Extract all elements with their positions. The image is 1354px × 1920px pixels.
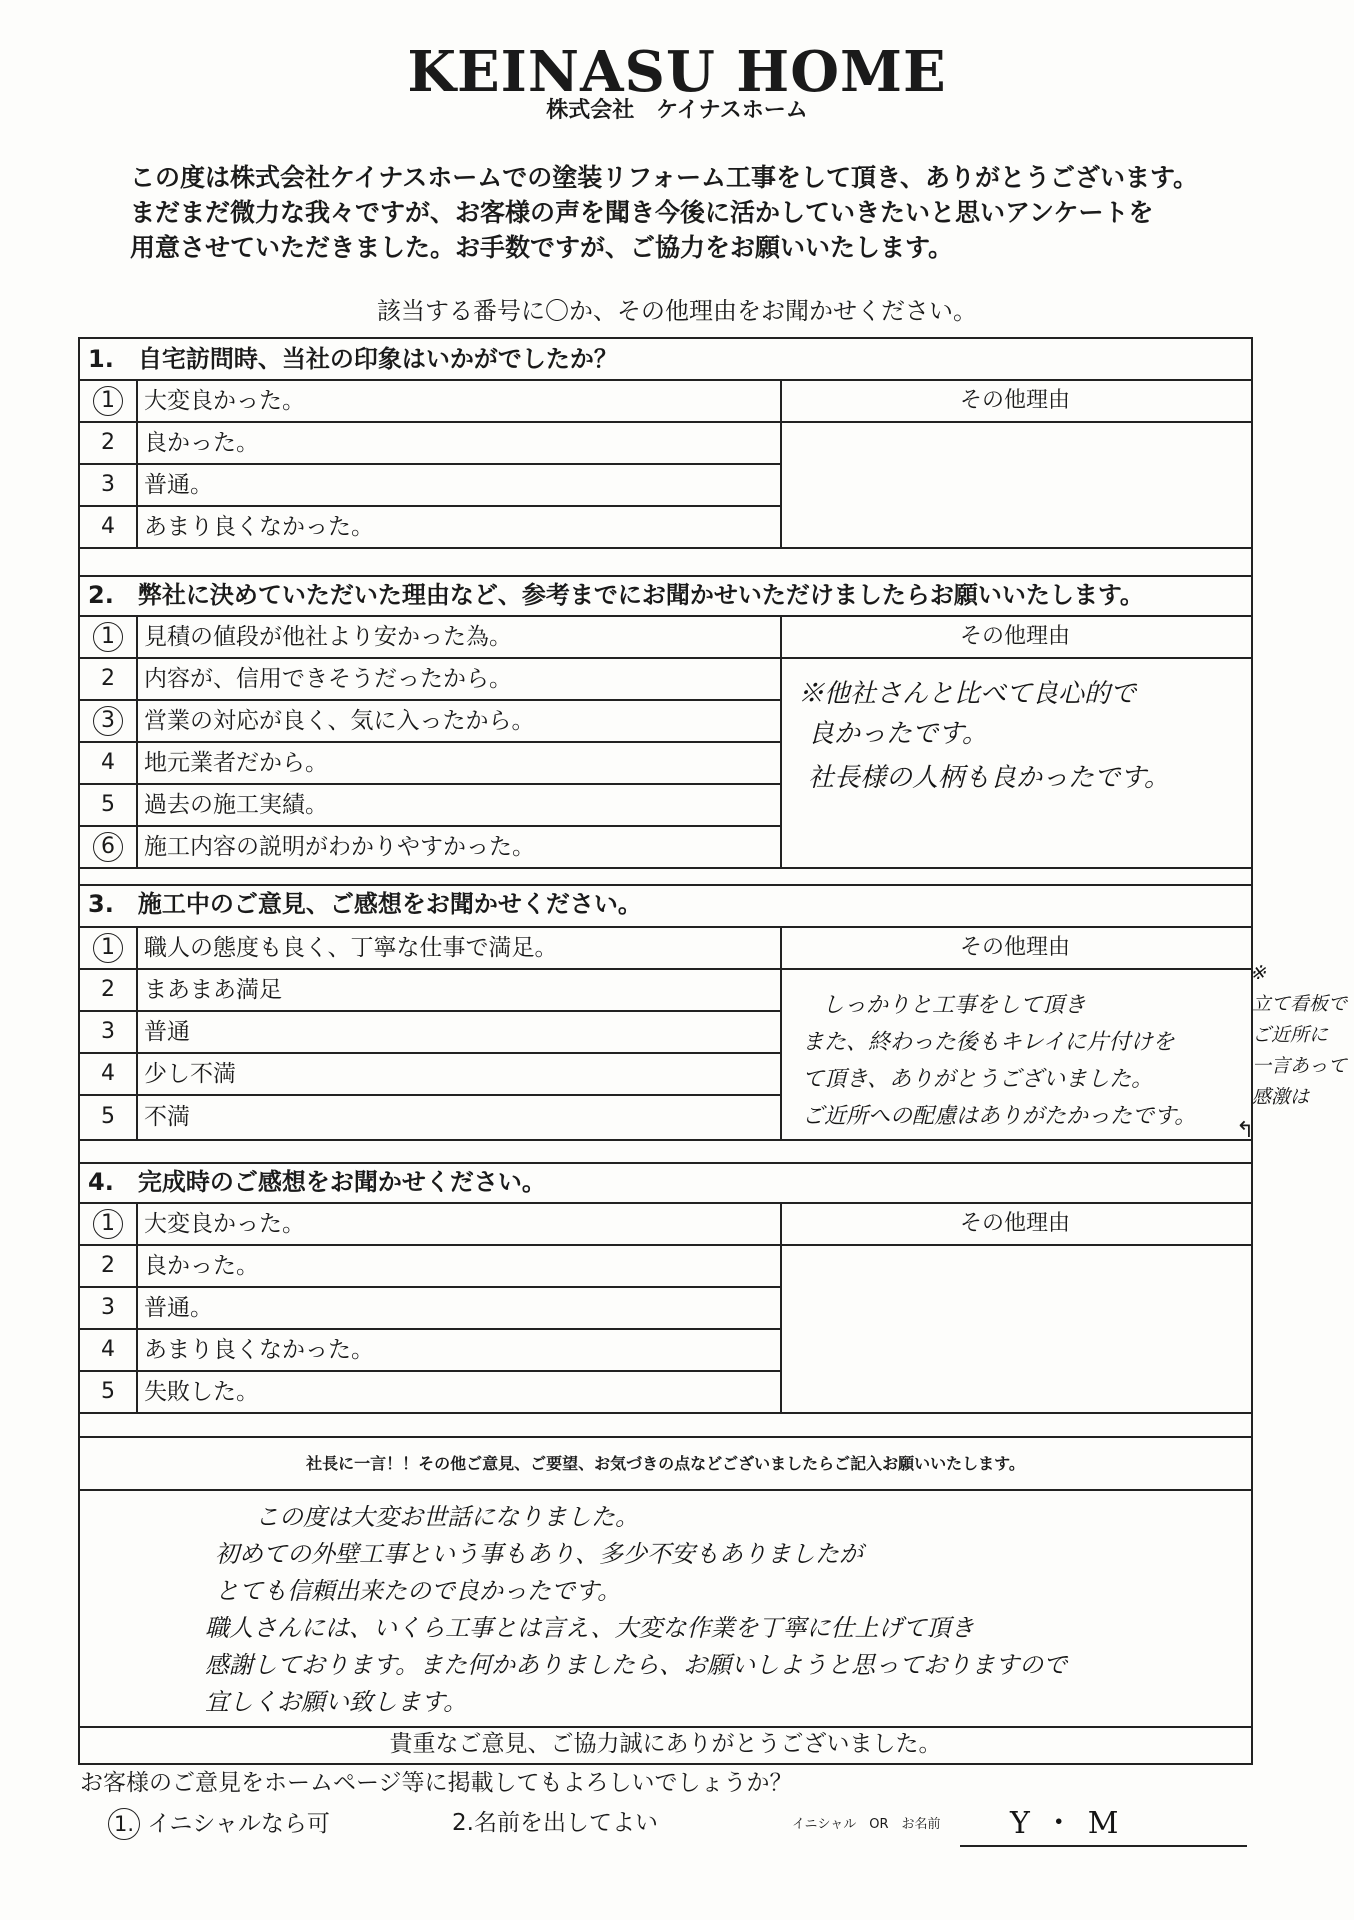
option-number[interactable] bbox=[80, 1204, 136, 1244]
option-number[interactable]: 5 bbox=[101, 1379, 115, 1404]
brand-name: KEINASU HOME bbox=[407, 39, 947, 105]
instruction-text: 該当する番号に〇か、その他理由をお聞かせください。 bbox=[377, 297, 977, 325]
other-reason-label: その他理由 bbox=[959, 624, 1070, 649]
option-label: 良かった。 bbox=[144, 1253, 259, 1279]
consent-option-1-label: イニシャルなら可 bbox=[147, 1811, 330, 1837]
option-number[interactable]: 3 bbox=[101, 1295, 115, 1320]
brand-subtitle: 株式会社 ケイナスホーム bbox=[546, 98, 808, 123]
option-number[interactable] bbox=[80, 617, 136, 657]
option-label: 職人の態度も良く、丁寧な仕事で満足。 bbox=[144, 935, 558, 961]
initial-value[interactable]: Y・M bbox=[1010, 1806, 1133, 1841]
option-number[interactable] bbox=[80, 827, 136, 867]
option-number[interactable]: 3 bbox=[101, 1019, 115, 1044]
circled-mark: 3 bbox=[93, 706, 123, 736]
option-number[interactable]: 5 bbox=[101, 792, 115, 817]
president-comment-handwritten[interactable]: この度は大変お世話になりました。 初めての外壁工事という事もあり、多少不安もありましたが とても信頼出来たので良かったです。 職人さんには、いくら工事とは言え、大変な作業を丁寧に仕上げて頂き 感謝しております。また何かありましたら、お願いしようと思っておりますので 宜しくお願い致します。 bbox=[205, 1503, 1068, 1716]
survey-form bbox=[78, 337, 1253, 1765]
circled-mark: 6 bbox=[93, 832, 123, 862]
option-number[interactable] bbox=[80, 381, 136, 421]
option-label: 普通。 bbox=[144, 472, 213, 498]
arrow-up-icon: ↰ bbox=[1236, 1118, 1255, 1143]
option-label: 営業の対応が良く、気に入ったから。 bbox=[144, 708, 535, 734]
option-number[interactable]: 2 bbox=[101, 977, 115, 1002]
option-number[interactable]: 4 bbox=[101, 1337, 115, 1362]
president-comment-heading: 社長に一言！！その他ご意見、ご要望、お気づきの点などございましたらご記入お願いいたします。 bbox=[306, 1454, 1025, 1473]
name-underline bbox=[960, 1845, 1247, 1847]
consent-question: お客様のご意見をホームページ等に掲載してもよろしいでしょうか？ bbox=[80, 1770, 793, 1796]
option-number[interactable]: 2 bbox=[101, 1253, 115, 1278]
circled-mark: 1 bbox=[93, 1209, 123, 1239]
intro-line: この度は株式会社ケイナスホームでの塗装リフォーム工事をして頂き、ありがとうございます。 bbox=[130, 163, 1199, 192]
option-number[interactable]: 4 bbox=[101, 750, 115, 775]
other-reason-label: その他理由 bbox=[959, 935, 1070, 960]
option-label: 見積の値段が他社より安かった為。 bbox=[144, 624, 512, 650]
initial-label: イニシャル OR お名前 bbox=[792, 1817, 941, 1832]
option-number[interactable] bbox=[80, 928, 136, 968]
section-4-title: 4. 完成時のご感想をお聞かせください。 bbox=[88, 1168, 546, 1196]
option-label: 施工内容の説明がわかりやすかった。 bbox=[144, 834, 535, 860]
option-label: 普通 bbox=[144, 1019, 190, 1045]
option-label: 過去の施工実績。 bbox=[144, 792, 328, 818]
other-reason-label: その他理由 bbox=[959, 388, 1070, 413]
intro-line: まだまだ微力な我々ですが、お客様の声を聞き今後に活かしていきたいと思いアンケートを bbox=[130, 198, 1154, 227]
option-label: 内容が、信用できそうだったから。 bbox=[144, 666, 512, 692]
consent-option-2[interactable]: 2.名前を出してよい bbox=[452, 1810, 658, 1836]
option-number[interactable] bbox=[80, 701, 136, 741]
option-label: 普通。 bbox=[144, 1295, 213, 1321]
handwritten-answer: しっかりと工事をして頂き また、終わった後もキレイに片付けを て頂き、ありがとうございました。 ご近所への配慮はありがたかったです。 bbox=[802, 993, 1197, 1129]
option-label: あまり良くなかった。 bbox=[144, 514, 374, 540]
circled-mark: 1 bbox=[93, 622, 123, 652]
circled-mark: 1 bbox=[93, 933, 123, 963]
option-label: まあまあ満足 bbox=[144, 977, 282, 1003]
option-number[interactable]: 3 bbox=[101, 472, 115, 497]
consent-option-1[interactable] bbox=[108, 1808, 330, 1840]
option-number[interactable]: 4 bbox=[101, 514, 115, 539]
circled-mark: 1 bbox=[93, 386, 123, 416]
intro-text bbox=[130, 160, 1250, 265]
option-number[interactable]: 4 bbox=[101, 1061, 115, 1086]
section-2-title: 2. 弊社に決めていただいた理由など、参考までにお聞かせいただけましたらお願いいたします。 bbox=[88, 581, 1144, 609]
thanks-message: 貴重なご意見、ご協力誠にありがとうございました。 bbox=[389, 1731, 942, 1757]
intro-line: 用意させていただきました。お手数ですが、ご協力をお願いいたします。 bbox=[130, 233, 954, 262]
option-label: あまり良くなかった。 bbox=[144, 1337, 374, 1363]
option-label: 失敗した。 bbox=[144, 1379, 259, 1405]
option-label: 良かった。 bbox=[144, 430, 259, 456]
option-number[interactable]: 5 bbox=[101, 1104, 115, 1129]
option-number[interactable]: 2 bbox=[101, 430, 115, 455]
option-label: 大変良かった。 bbox=[144, 1211, 305, 1237]
option-label: 少し不満 bbox=[144, 1061, 236, 1087]
other-reason-label: その他理由 bbox=[959, 1211, 1070, 1236]
option-number[interactable]: 2 bbox=[101, 666, 115, 691]
handwritten-answer: ※他社さんと比べて良心的で 良かったです。 社長様の人柄も良かったです。 bbox=[798, 679, 1170, 793]
section-3-title: 3. 施工中のご意見、ご感想をお聞かせください。 bbox=[88, 890, 642, 918]
section-1-title: 1. 自宅訪問時、当社の印象はいかがでしたか？ bbox=[88, 345, 618, 373]
option-label: 不満 bbox=[144, 1104, 190, 1130]
margin-handwritten-note: ※ 立て看板で ご近所に 一言あって 感激は bbox=[1250, 962, 1348, 1108]
option-label: 大変良かった。 bbox=[144, 388, 305, 414]
circled-mark: 1. bbox=[108, 1808, 140, 1840]
option-label: 地元業者だから。 bbox=[144, 750, 328, 776]
